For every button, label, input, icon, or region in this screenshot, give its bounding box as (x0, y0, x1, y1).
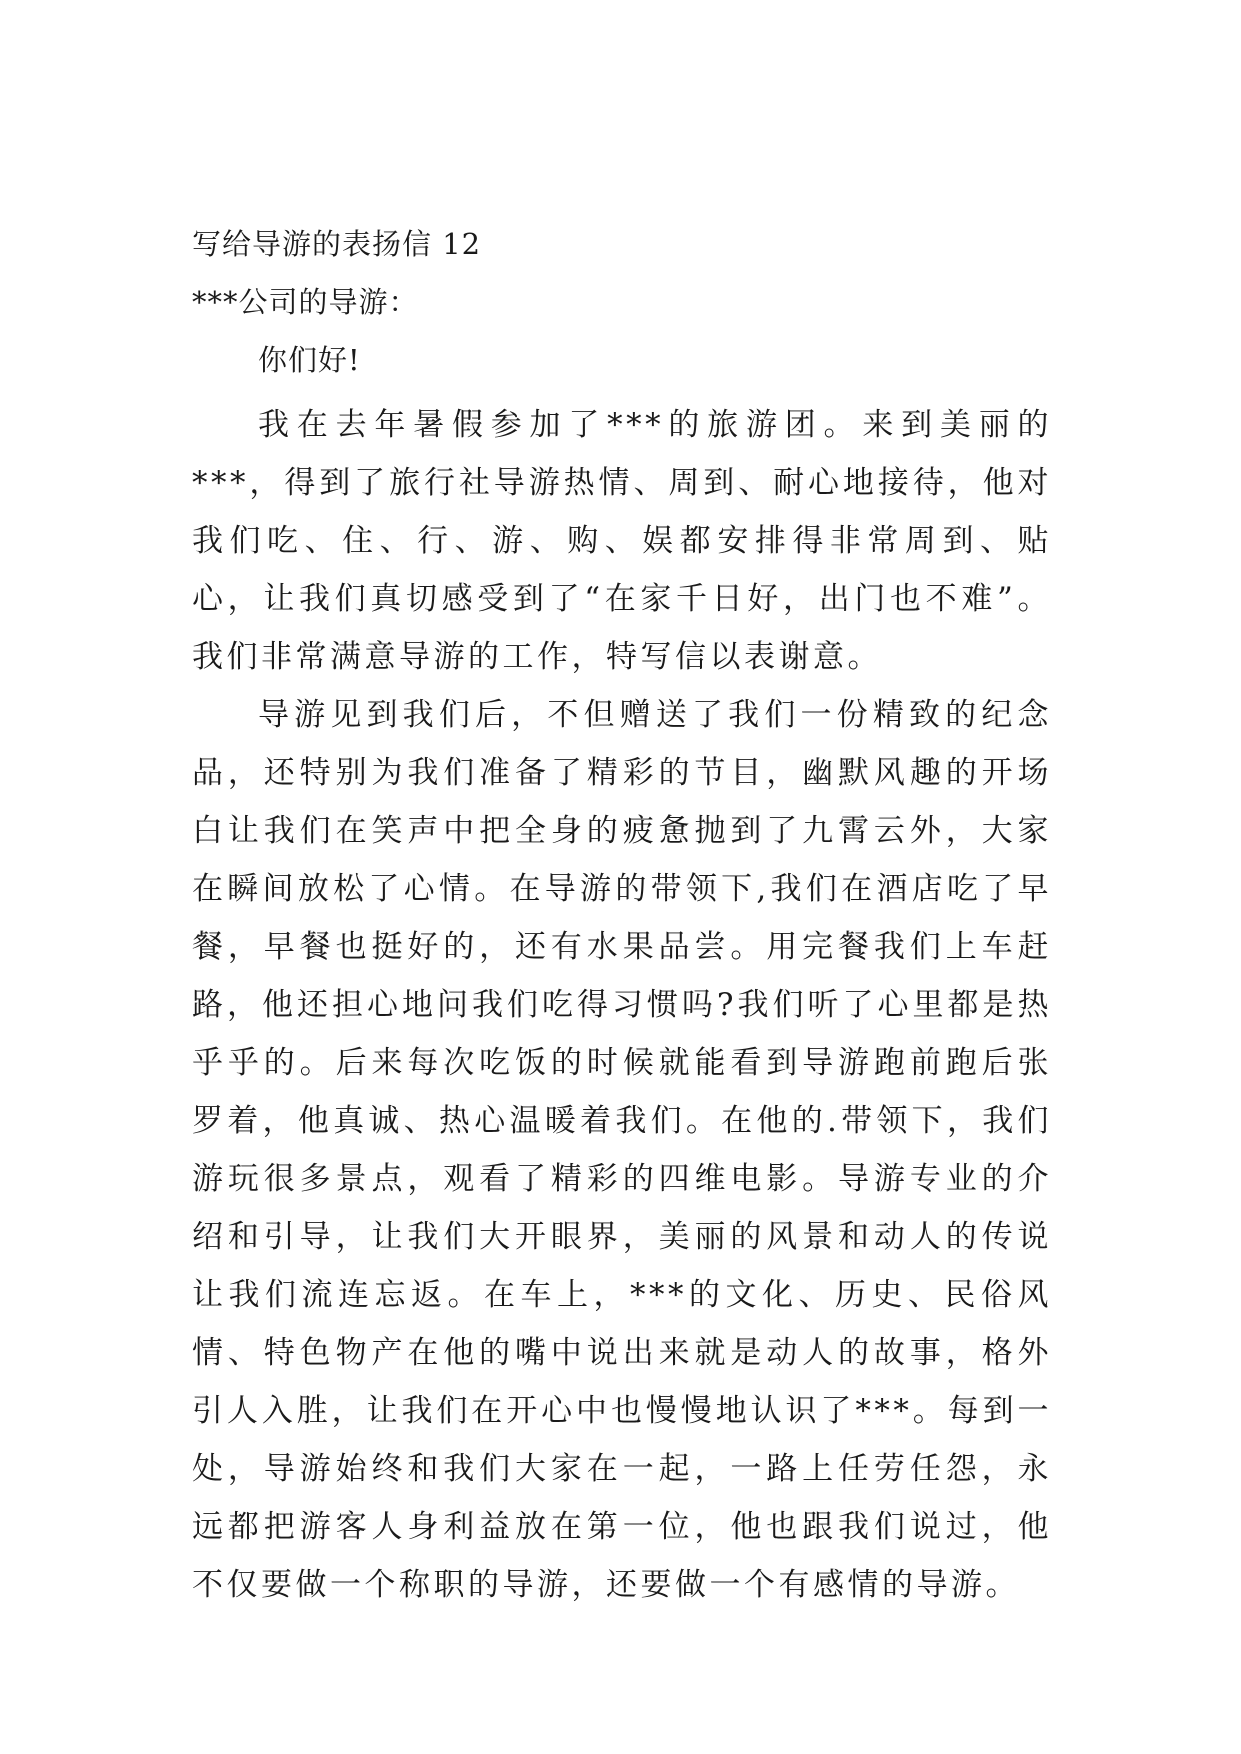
body-paragraph-2: 导游见到我们后，不但赠送了我们一份精致的纪念品，还特别为我们准备了精彩的节目，幽默风趣的开场白让我们在笑声中把全身的疲惫抛到了九霄云外，大家在瞬间放松了心情。在导游的带领下,我们在酒店吃了早餐，早餐也挺好的，还有水果品尝。用完餐我们上车赶路，他还担心地问我们吃得习惯吗?我们听了心里都是热乎乎的。后来每次吃饭的时候就能看到导游跑前跑后张罗着，他真诚、热心温暖着我们。在他的.带领下，我们游玩很多景点，观看了精彩的四维电影。导游专业的介绍和引导，让我们大开眼界，美丽的风景和动人的传说让我们流连忘返。在车上，***的文化、历史、民俗风情、特色物产在他的嘴中说出来就是动人的故事，格外引人入胜，让我们在开心中也慢慢地认识了***。每到一处，导游始终和我们大家在一起，一路上任劳任怨，永远都把游客人身利益放在第一位，他也跟我们说过，他不仅要做一个称职的导游，还要做一个有感情的导游。 (192, 697, 1052, 1603)
letter-greeting: 你们好! (258, 343, 361, 377)
body-paragraph-1: 我在去年暑假参加了***的旅游团。来到美丽的***，得到了旅行社导游热情、周到、耐心地接待，他对我们吃、住、行、游、购、娱都安排得非常周到、贴心，让我们真切感受到了“在家千日好，出门也不难”。我们非常满意导游的工作，特写信以表谢意。 (192, 407, 1052, 675)
letter-salutation: ***公司的导游： (192, 285, 419, 319)
document-title: 写给导游的表扬信 12 (192, 227, 482, 261)
